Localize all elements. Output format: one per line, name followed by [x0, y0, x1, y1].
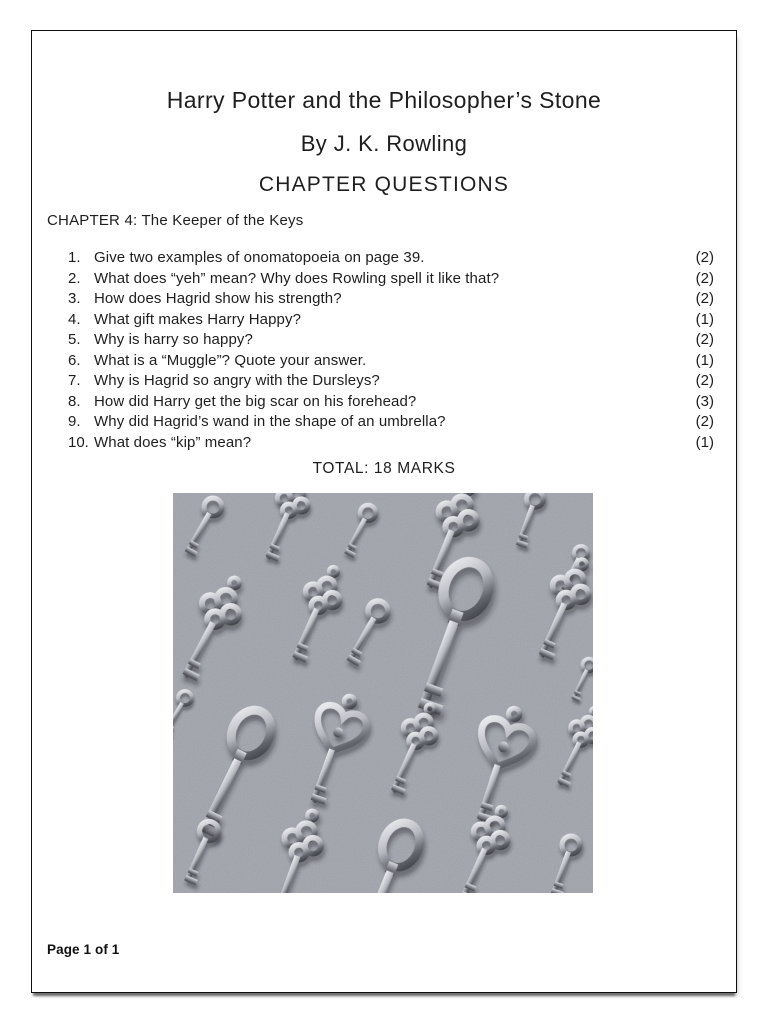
- question-marks: (1): [695, 433, 714, 451]
- question-text: What is a “Muggle”? Quote your answer.: [94, 351, 367, 369]
- question-number: 2.: [68, 269, 81, 287]
- question-text: What gift makes Harry Happy?: [94, 310, 302, 328]
- question-text: Give two examples of onomatopoeia on page 39.: [94, 249, 425, 266]
- total-marks-line: TOTAL: 18 MARKS: [312, 460, 456, 477]
- question-row: [47, 433, 714, 454]
- question-row: [47, 310, 714, 331]
- question-marks: (2): [695, 249, 714, 266]
- doc-title: Harry Potter and the Philosopher’s Stone: [166, 87, 602, 113]
- keys-photo: [173, 493, 593, 893]
- question-number: 5.: [68, 331, 81, 348]
- doc-heading: CHAPTER QUESTIONS: [258, 173, 510, 196]
- question-row: [47, 330, 714, 351]
- question-row: [47, 351, 714, 372]
- doc-author: By J. K. Rowling: [300, 131, 468, 156]
- question-marks: (2): [695, 413, 714, 430]
- question-marks: (2): [695, 331, 714, 348]
- question-text: What does “yeh” mean? Why does Rowling spell it like that?: [94, 269, 500, 287]
- question-number: 10.: [68, 433, 89, 451]
- question-text: What does “kip” mean?: [94, 433, 252, 451]
- question-number: 9.: [68, 413, 81, 430]
- question-number: 1.: [68, 249, 81, 266]
- page-number-footer: Page 1 of 1: [47, 942, 120, 957]
- question-marks: (2): [695, 290, 714, 307]
- question-row: [47, 412, 714, 433]
- question-number: 3.: [68, 290, 81, 307]
- question-text: Why is Hagrid so angry with the Dursleys?: [94, 372, 380, 389]
- question-row: [47, 269, 714, 290]
- question-marks: (1): [695, 351, 714, 369]
- document-page: [31, 30, 737, 993]
- question-marks: (3): [695, 392, 714, 410]
- question-number: 6.: [68, 351, 81, 369]
- question-list: [47, 248, 714, 453]
- question-row: [47, 392, 714, 413]
- chapter-heading: CHAPTER 4: The Keeper of the Keys: [47, 212, 304, 229]
- question-text: How does Hagrid show his strength?: [94, 290, 342, 307]
- question-text: Why is harry so happy?: [94, 331, 253, 348]
- question-number: 8.: [68, 392, 81, 410]
- question-text: Why did Hagrid’s wand in the shape of an umbrella?: [94, 413, 446, 430]
- question-marks: (2): [695, 269, 714, 287]
- question-row: [47, 289, 714, 310]
- question-marks: (1): [695, 310, 714, 328]
- question-number: 7.: [68, 372, 81, 389]
- keys-photo-illustration: [173, 493, 593, 893]
- question-text: How did Harry get the big scar on his forehead?: [94, 392, 417, 410]
- question-row: [47, 371, 714, 392]
- question-number: 4.: [68, 310, 81, 328]
- question-marks: (2): [695, 372, 714, 389]
- question-row: [47, 248, 714, 269]
